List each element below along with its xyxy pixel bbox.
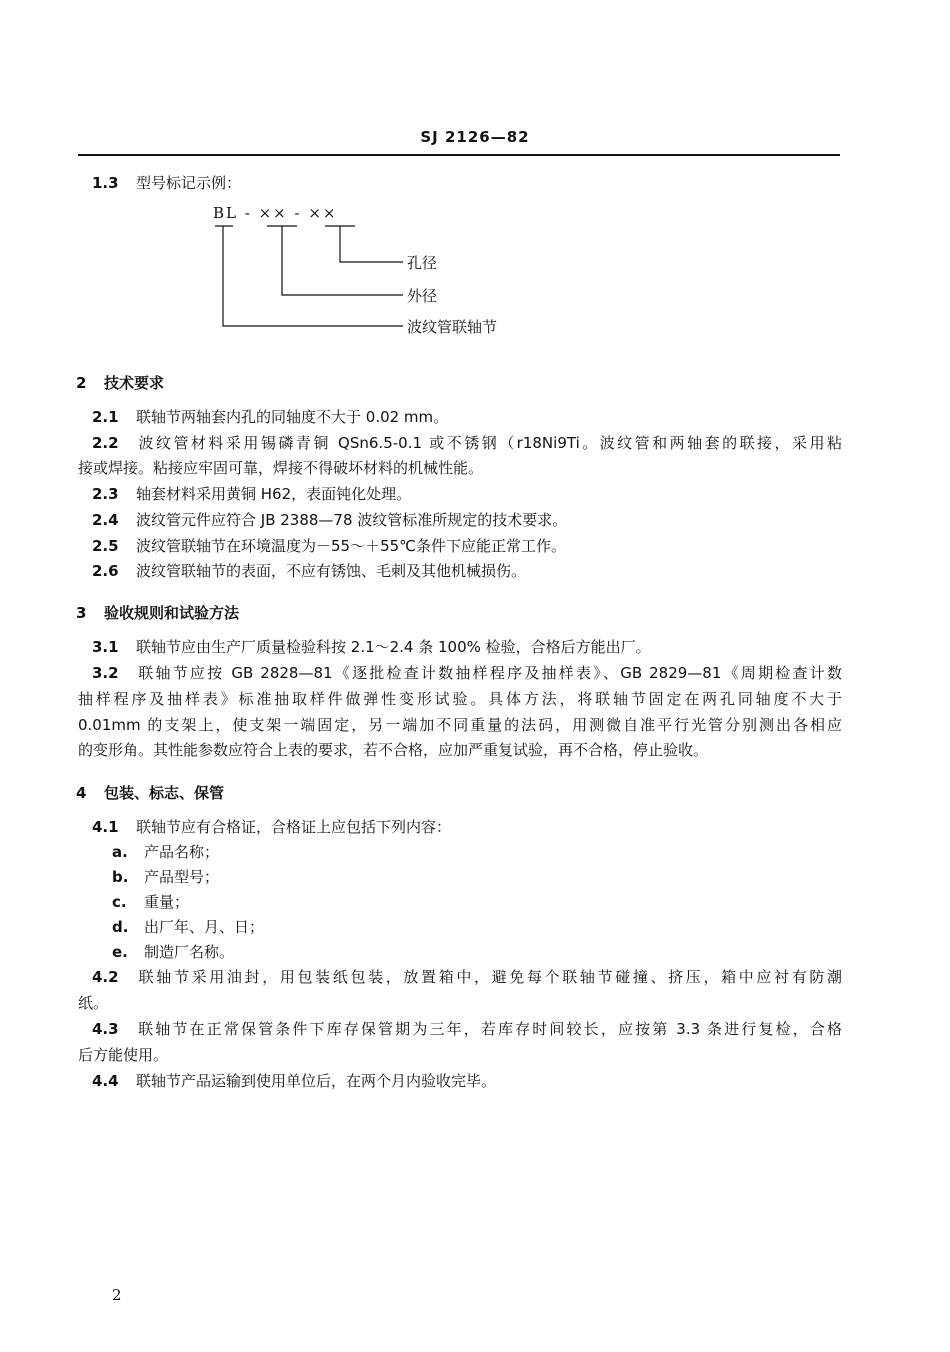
header-rule [78,154,840,156]
section-3-heading: 3 验收规则和试验方法 [76,604,240,622]
label-bore: 孔径 [407,254,438,272]
list-item: d. 出厂年、月、日； [112,918,265,936]
model-code-diagram [205,200,525,350]
list-item: a. 产品名称； [112,843,220,861]
item-number: 1.3 [92,174,119,192]
label-outer-diameter: 外径 [407,287,438,305]
item-2-5: 2.5 波纹管联轴节在环境温度为－55～＋55℃条件下应能正常工作。 [92,537,567,555]
section-2-heading: 2 技术要求 [76,374,165,392]
item-4-3: 4.3 联轴节在正常保管条件下库存保管期为三年，若库存时间较长，应按第 3.3 条进行复检，合格 [92,1020,842,1038]
item-4-3-cont: 后方能使用。 [78,1046,169,1064]
document-id: SJ 2126—82 [420,128,530,146]
item-3-2-cont-1: 抽样程序及抽样表》标准抽取样件做弹性变形试验。具体方法，将联轴节固定在两孔同轴度不大于 [78,690,842,708]
item-2-3: 2.3 轴套材料采用黄铜 H62，表面钝化处理。 [92,485,412,503]
label-bellows-coupling: 波纹管联轴节 [407,318,498,336]
item-4-1: 4.1 联轴节应有合格证，合格证上应包括下列内容： [92,818,452,836]
item-3-2-cont-2: 0.01mm 的支架上，使支架一端固定，另一端加不同重量的法码，用测微自准平行光管分别测出各相应 [78,716,842,734]
item-3-2: 3.2 联轴节应按 GB 2828—81《逐批检查计数抽样程序及抽样表》、GB 2829—81《周期检查计数 [92,664,842,682]
item-2-2-cont: 接或焊接。粘接应牢固可靠，焊接不得破坏材料的机械性能。 [78,459,484,477]
list-item: b. 产品型号； [112,868,220,886]
item-4-2: 4.2 联轴节采用油封，用包装纸包装，放置箱中，避免每个联轴节碰撞、挤压，箱中应衬有防潮 [92,968,842,986]
list-item: e. 制造厂名称。 [112,943,235,961]
model-code: BL - ×× - ×× [213,204,338,222]
section-4-heading: 4 包装、标志、保管 [76,784,225,802]
item-4-2-cont: 纸。 [78,994,109,1012]
item-text: 型号标记示例： [136,174,242,192]
item-2-1: 2.1 联轴节两轴套内孔的同轴度不大于 0.02 mm。 [92,408,449,426]
item-2-6: 2.6 波纹管联轴节的表面，不应有锈蚀、毛刺及其他机械损伤。 [92,562,527,580]
item-1-3 [92,172,241,194]
item-4-4: 4.4 联轴节产品运输到使用单位后，在两个月内验收完毕。 [92,1072,497,1090]
item-3-2-cont-3: 的变形角。其性能参数应符合上表的要求，若不合格，应加严重复试验，再不合格，停止验收。 [78,741,709,759]
item-2-4: 2.4 波纹管元件应符合 JB 2388—78 波纹管标准所规定的技术要求。 [92,511,568,529]
list-item: c. 重量； [112,893,190,911]
page-number: 2 [112,1286,122,1304]
item-2-2: 2.2 波纹管材料采用锡磷青铜 QSn6.5-0.1 或不锈钢（r18Ni9Ti。波纹管和两轴套的联接，采用粘 [92,434,842,452]
item-3-1: 3.1 联轴节应由生产厂质量检验科按 2.1～2.4 条 100% 检验，合格后方能出厂。 [92,638,651,656]
